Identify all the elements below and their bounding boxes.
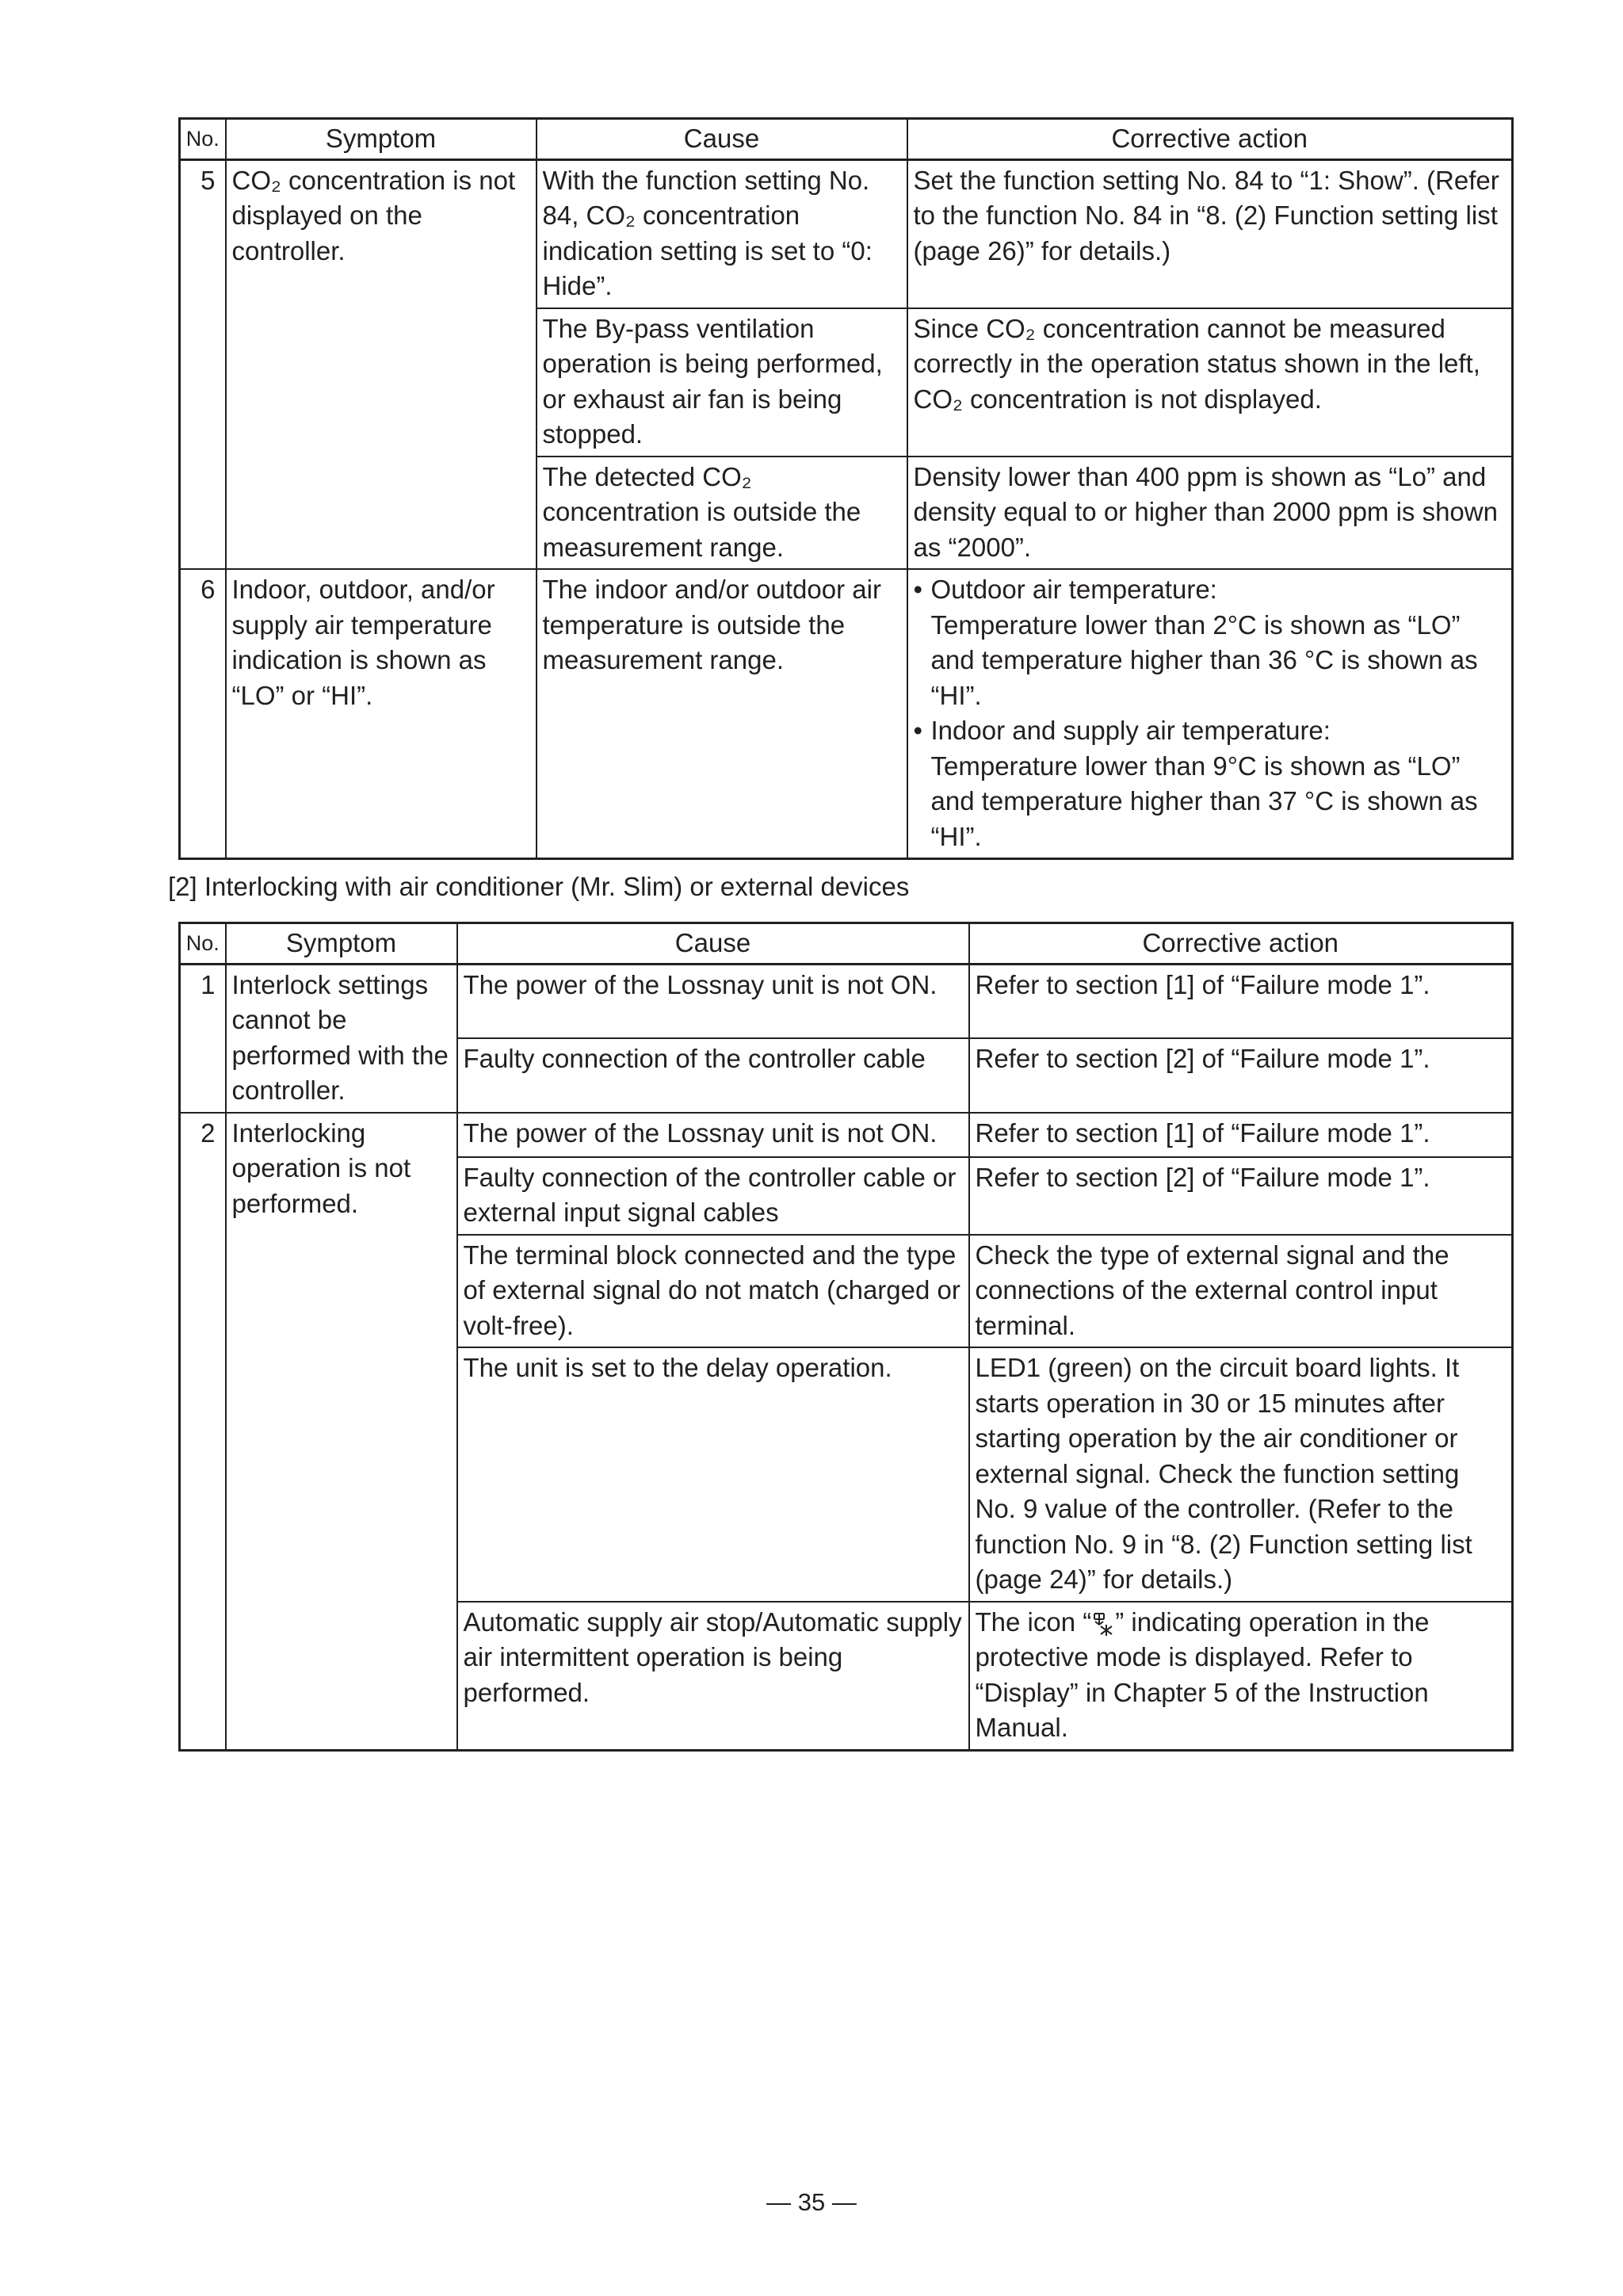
symptom-cell: Interlocking operation is not performed. bbox=[226, 1113, 457, 1751]
cause-cell: Faulty connection of the controller cable bbox=[457, 1038, 969, 1113]
action-cell bbox=[907, 569, 1513, 859]
action-cell: Density lower than 400 ppm is shown as “Lo” and density equal to or higher than 2000 ppm is shown as “2000”. bbox=[907, 457, 1513, 570]
header-no: No. bbox=[180, 923, 226, 965]
action-cell: Refer to section [2] of “Failure mode 1”. bbox=[969, 1157, 1513, 1235]
troubleshooting-table-2 bbox=[178, 922, 1514, 1752]
bullet-icon: • bbox=[913, 716, 923, 745]
bullet-icon: • bbox=[913, 575, 923, 604]
protective-mode-icon bbox=[1091, 1610, 1115, 1636]
row-number: 2 bbox=[180, 1113, 226, 1751]
action-text-prefix: The icon “ bbox=[975, 1606, 1092, 1637]
bullet-title: Indoor and supply air temperature: bbox=[930, 716, 1331, 745]
cause-cell: The power of the Lossnay unit is not ON. bbox=[457, 1113, 969, 1157]
header-cause: Cause bbox=[457, 923, 969, 965]
symptom-cell: Interlock settings cannot be performed with the controller. bbox=[226, 964, 457, 1113]
bullet-detail: Temperature lower than 9°C is shown as “LO” and temperature higher than 37 °C is shown as “HI”. bbox=[930, 751, 1478, 851]
action-cell: Since CO₂ concentration cannot be measured correctly in the operation status shown in the left, CO₂ concentration is not displayed. bbox=[907, 308, 1513, 457]
cause-cell: The detected CO₂ concentration is outside the measurement range. bbox=[537, 457, 907, 570]
cause-cell: Faulty connection of the controller cable or external input signal cables bbox=[457, 1157, 969, 1235]
action-bullet-item bbox=[914, 572, 1507, 713]
row-number: 5 bbox=[180, 159, 226, 569]
table-header-row bbox=[180, 923, 1513, 965]
page-number: — 35 — bbox=[766, 2188, 857, 2216]
table-header-row bbox=[180, 119, 1513, 160]
action-cell: Set the function setting No. 84 to “1: Show”. (Refer to the function No. 84 in “8. (2) Function setting list (page 26)” for details.) bbox=[907, 159, 1513, 308]
header-corrective-action: Corrective action bbox=[907, 119, 1513, 160]
action-cell: Refer to section [2] of “Failure mode 1”. bbox=[969, 1038, 1513, 1113]
cause-cell: Automatic supply air stop/Automatic supply air intermittent operation is being performed. bbox=[457, 1602, 969, 1751]
action-bullet-item bbox=[914, 713, 1507, 854]
cause-cell: With the function setting No. 84, CO₂ concentration indication setting is set to “0: Hide”. bbox=[537, 159, 907, 308]
action-text-suffix: ” indicating operation in the protective mode is displayed. Refer to “Display” in Chapter 5 of the Instruction Manual. bbox=[975, 1606, 1430, 1742]
cause-cell: The By-pass ventilation operation is being performed, or exhaust air fan is being stopped. bbox=[537, 308, 907, 457]
cause-cell: The terminal block connected and the type of external signal do not match (charged or volt-free). bbox=[457, 1235, 969, 1348]
row-number: 6 bbox=[180, 569, 226, 859]
header-cause: Cause bbox=[537, 119, 907, 160]
header-corrective-action: Corrective action bbox=[969, 923, 1513, 965]
table-row bbox=[180, 964, 1513, 1038]
cause-cell: The indoor and/or outdoor air temperature is outside the measurement range. bbox=[537, 569, 907, 859]
table-row bbox=[180, 569, 1513, 859]
bullet-title: Outdoor air temperature: bbox=[930, 575, 1217, 604]
action-cell: LED1 (green) on the circuit board lights. It starts operation in 30 or 15 minutes after starting operation by the air conditioner or external signal. Check the function setting No. 9 value of the controller. (Refer to the function No. 9 in “8. (2) Function setting list (page 24)” for details.) bbox=[969, 1347, 1513, 1602]
troubleshooting-table-1 bbox=[178, 117, 1514, 860]
table-row bbox=[180, 1113, 1513, 1157]
cause-cell: The power of the Lossnay unit is not ON. bbox=[457, 964, 969, 1038]
bullet-detail: Temperature lower than 2°C is shown as “LO” and temperature higher than 36 °C is shown as “HI”. bbox=[930, 609, 1478, 710]
symptom-cell: Indoor, outdoor, and/or supply air temperature indication is shown as “LO” or “HI”. bbox=[226, 569, 537, 859]
action-cell: Refer to section [1] of “Failure mode 1”. bbox=[969, 964, 1513, 1038]
cause-cell: The unit is set to the delay operation. bbox=[457, 1347, 969, 1602]
header-symptom: Symptom bbox=[226, 119, 537, 160]
action-cell bbox=[969, 1602, 1513, 1751]
action-cell: Refer to section [1] of “Failure mode 1”. bbox=[969, 1113, 1513, 1157]
section-heading: [2] Interlocking with air conditioner (Mr. Slim) or external devices bbox=[168, 872, 910, 901]
symptom-cell: CO₂ concentration is not displayed on the controller. bbox=[226, 159, 537, 569]
table-row bbox=[180, 159, 1513, 308]
header-no: No. bbox=[180, 119, 226, 160]
action-cell: Check the type of external signal and the connections of the external control input terminal. bbox=[969, 1235, 1513, 1348]
header-symptom: Symptom bbox=[226, 923, 457, 965]
row-number: 1 bbox=[180, 964, 226, 1113]
